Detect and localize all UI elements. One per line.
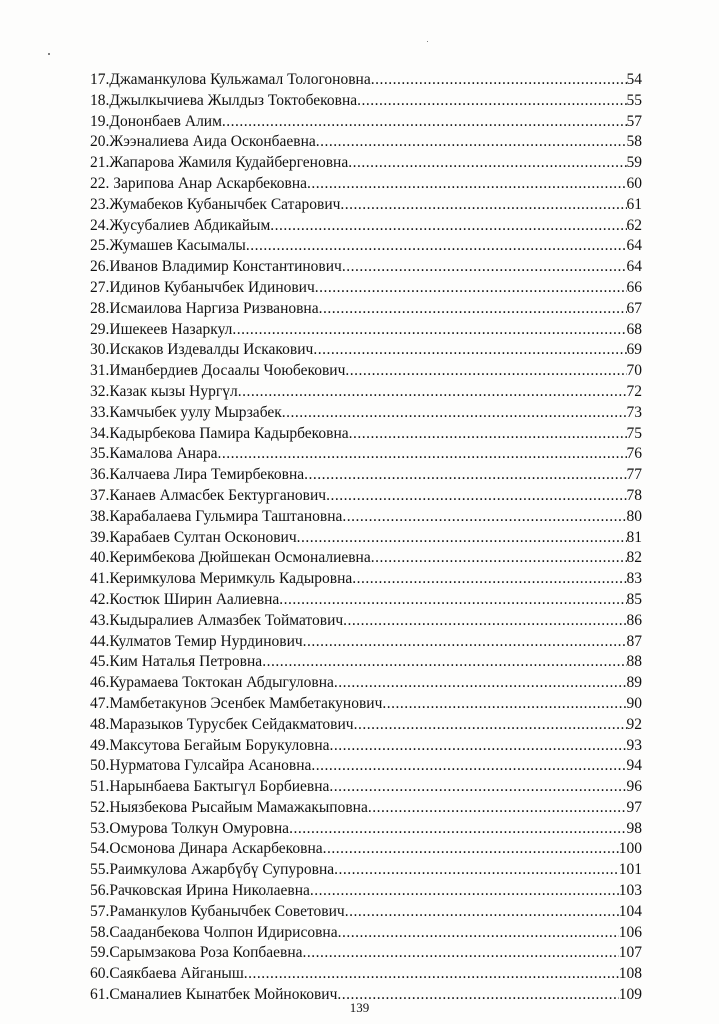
toc-leader-dots — [222, 112, 627, 133]
toc-entry — [90, 132, 642, 153]
toc-entry — [90, 320, 642, 341]
toc-entry-page: 67 — [626, 299, 642, 317]
toc-entry-page: 97 — [626, 798, 642, 816]
toc-entry — [90, 465, 642, 486]
toc-entry-name: 43.Кыдыралиев Алмазбек Тойматович — [90, 611, 344, 629]
toc-entry — [90, 216, 642, 237]
toc-entry — [90, 756, 642, 777]
toc-entry-page: 62 — [626, 216, 642, 234]
toc-leader-dots — [340, 195, 626, 216]
toc-entry-name: 55.Раимкулова Ажарбүбү Супуровна — [90, 861, 335, 879]
toc-leader-dots — [348, 153, 626, 174]
toc-entry — [90, 236, 642, 257]
toc-entry-name: 57.Раманкулов Кубанычбек Советович — [90, 902, 345, 920]
toc-entry-name: 32.Казак кызы Нургүл — [90, 382, 238, 400]
toc-entry — [90, 91, 642, 112]
toc-leader-dots — [342, 257, 627, 278]
toc-entry — [90, 569, 642, 590]
toc-entry-name: 51.Нарынбаева Бактыгүл Борбиевна — [90, 778, 330, 796]
toc-entry — [90, 70, 642, 91]
toc-leader-dots — [311, 756, 626, 777]
toc-entry-page: 103 — [618, 882, 642, 900]
toc-leader-dots — [382, 694, 626, 715]
toc-leader-dots — [282, 403, 627, 424]
toc-leader-dots — [334, 673, 627, 694]
toc-entry-name: 58.Сааданбекова Чолпон Идирисовна — [90, 923, 338, 941]
toc-leader-dots — [303, 632, 627, 653]
toc-entry — [90, 777, 642, 798]
toc-entry — [90, 382, 642, 403]
toc-leader-dots — [349, 424, 627, 445]
toc-entry — [90, 902, 642, 923]
toc-entry-page: 58 — [626, 133, 642, 151]
toc-leader-dots — [371, 70, 627, 91]
toc-entry-name: 23.Жумабеков Кубанычбек Сатарович — [90, 195, 341, 213]
toc-entry-page: 98 — [626, 819, 642, 837]
toc-leader-dots — [232, 320, 626, 341]
toc-leader-dots — [303, 943, 619, 964]
toc-leader-dots — [315, 278, 627, 299]
toc-entry-name: 22. Зарипова Анар Аскарбековна — [90, 174, 308, 192]
toc-leader-dots — [368, 798, 627, 819]
toc-entry-page: 55 — [626, 91, 642, 109]
toc-entry-name: 59.Сарымзакова Роза Копбаевна — [90, 944, 303, 962]
toc-entry-name: 46.Курамаева Токтокан Абдыгуловна — [90, 674, 334, 692]
toc-entry-page: 78 — [626, 486, 642, 504]
toc-entry — [90, 153, 642, 174]
toc-entry-name: 41.Керимкулова Меримкуль Кадыровна — [90, 570, 353, 588]
toc-entry-page: 87 — [626, 632, 642, 650]
toc-entry-page: 80 — [626, 507, 642, 525]
toc-entry — [90, 195, 642, 216]
toc-entry — [90, 507, 642, 528]
toc-entry-page: 64 — [626, 237, 642, 255]
toc-entry-name: 18.Джылкычиева Жылдыз Токтобековна — [90, 91, 358, 109]
toc-entry-name: 60.Саякбаева Айганыш — [90, 965, 244, 983]
toc-leader-dots — [262, 652, 626, 673]
toc-entry-page: 73 — [626, 403, 642, 421]
toc-leader-dots — [342, 507, 626, 528]
toc-entry-name: 45.Ким Наталья Петровна — [90, 653, 263, 671]
toc-entry-page: 94 — [626, 757, 642, 775]
toc-entry-page: 109 — [618, 986, 642, 1004]
toc-leader-dots — [345, 361, 626, 382]
toc-entry-page: 82 — [626, 549, 642, 567]
toc-entry-page: 90 — [626, 694, 642, 712]
toc-entry — [90, 257, 642, 278]
toc-entry — [90, 839, 642, 860]
toc-entry — [90, 611, 642, 632]
toc-leader-dots — [330, 736, 627, 757]
toc-leader-dots — [371, 548, 627, 569]
toc-entry-name: 40.Керимбекова Дюйшекан Осмоналиевна — [90, 549, 371, 567]
toc-entry — [90, 424, 642, 445]
toc-entry-page: 81 — [626, 528, 642, 546]
toc-entry — [90, 819, 642, 840]
toc-entry — [90, 736, 642, 757]
toc-entry-page: 64 — [626, 258, 642, 276]
toc-entry-page: 108 — [618, 965, 642, 983]
toc-entry-name: 37.Канаев Алмасбек Бектурганович — [90, 486, 327, 504]
toc-entry-page: 57 — [626, 112, 642, 130]
toc-entry — [90, 444, 642, 465]
toc-leader-dots — [310, 881, 619, 902]
toc-entry — [90, 548, 642, 569]
toc-entry-name: 35.Камалова Анара — [90, 445, 218, 463]
toc-entry-page: 75 — [626, 424, 642, 442]
toc-entry-page: 59 — [626, 154, 642, 172]
toc-leader-dots — [329, 777, 626, 798]
toc-entry-name: 17.Джаманкулова Кульжамал Тологоновна — [90, 71, 371, 88]
toc-leader-dots — [343, 611, 626, 632]
toc-entry-page: 76 — [626, 445, 642, 463]
toc-entry — [90, 486, 642, 507]
toc-entry-name: 44.Кулматов Темир Нурдинович — [90, 632, 303, 650]
toc-leader-dots — [238, 382, 627, 403]
toc-leader-dots — [334, 860, 619, 881]
page-number: 139 — [349, 1000, 370, 1015]
toc-entry-page: 54 — [626, 71, 642, 88]
toc-entry — [90, 340, 642, 361]
toc-entry — [90, 652, 642, 673]
toc-entry-name: 31.Иманбердиев Досаалы Чоюбекович — [90, 362, 346, 380]
toc-entry-page: 70 — [626, 362, 642, 380]
toc-entry-page: 60 — [626, 174, 642, 192]
toc-entry-name: 47.Мамбетакунов Эсенбек Мамбетакунович — [90, 694, 383, 712]
toc-entry — [90, 590, 642, 611]
toc-entry — [90, 632, 642, 653]
toc-entry — [90, 174, 642, 195]
toc-entry-name: 36.Калчаева Лира Темирбековна — [90, 466, 305, 484]
toc-entry-name: 26.Иванов Владимир Константинович — [90, 258, 342, 276]
toc-entry-name: 25.Жумашев Касымалы — [90, 237, 246, 255]
toc-leader-dots — [319, 299, 627, 320]
toc-entry — [90, 299, 642, 320]
toc-entry-name: 38.Карабалаева Гульмира Таштановна — [90, 507, 343, 525]
toc-leader-dots — [313, 340, 626, 361]
toc-entry-page: 96 — [626, 778, 642, 796]
toc-entry-name: 52.Ныязбекова Рысайым Мамажакыповна — [90, 798, 368, 816]
toc-entry — [90, 943, 642, 964]
toc-entry-page: 107 — [618, 944, 642, 962]
toc-entry — [90, 278, 642, 299]
toc-leader-dots — [338, 923, 619, 944]
toc-entry-name: 24.Жусубалиев Абдикайым — [90, 216, 271, 234]
toc-entry-page: 88 — [626, 653, 642, 671]
toc-entry-name: 61.Сманалиев Кынатбек Мойнокович — [90, 986, 338, 1004]
toc-entry-name: 21.Жапарова Жамиля Кудайбергеновна — [90, 154, 349, 172]
toc-entry-page: 77 — [626, 466, 642, 484]
toc-leader-dots — [304, 465, 626, 486]
toc-entry-page: 92 — [626, 715, 642, 733]
toc-entry-page: 106 — [618, 923, 642, 941]
toc-entry-name: 53.Омурова Толкун Омуровна — [90, 819, 290, 837]
toc-entry — [90, 673, 642, 694]
toc-entry-name: 34.Кадырбекова Памира Кадырбековна — [90, 424, 349, 442]
toc-leader-dots — [326, 486, 626, 507]
toc-entry-name: 19.Донoнбаев Алим — [90, 112, 222, 130]
toc-entry-name: 56.Рачковская Ирина Николаевна — [90, 882, 310, 900]
table-of-contents — [90, 70, 642, 1006]
toc-entry-name: 30.Искаков Издевалды Искакович — [90, 341, 314, 359]
scan-speck — [48, 53, 50, 55]
toc-entry-page: 72 — [626, 382, 642, 400]
toc-entry-page: 83 — [626, 570, 642, 588]
toc-leader-dots — [345, 902, 619, 923]
toc-leader-dots — [270, 216, 626, 237]
toc-leader-dots — [354, 715, 627, 736]
toc-entry — [90, 881, 642, 902]
toc-leader-dots — [307, 174, 626, 195]
toc-entry — [90, 403, 642, 424]
toc-entry-name: 49.Максутова Бегайым Борукуловна — [90, 736, 330, 754]
toc-leader-dots — [357, 91, 626, 112]
toc-entry-page: 66 — [626, 278, 642, 296]
toc-leader-dots — [244, 964, 619, 985]
toc-entry-page: 93 — [626, 736, 642, 754]
toc-leader-dots — [217, 444, 626, 465]
toc-leader-dots — [289, 819, 626, 840]
toc-entry-page: 61 — [626, 195, 642, 213]
toc-entry-page: 89 — [626, 674, 642, 692]
toc-entry-name: 54.Осмонова Динара Аскарбековна — [90, 840, 323, 858]
toc-entry-name: 39.Карабаев Султан Осконович — [90, 528, 297, 546]
toc-entry — [90, 798, 642, 819]
toc-entry — [90, 694, 642, 715]
toc-entry — [90, 361, 642, 382]
toc-entry-name: 28.Исмаилова Наргиза Ризвановна — [90, 299, 319, 317]
toc-leader-dots — [316, 132, 627, 153]
toc-leader-dots — [323, 839, 619, 860]
toc-entry-page: 101 — [618, 861, 642, 879]
toc-leader-dots — [246, 236, 627, 257]
toc-entry-name: 29.Ишекеев Назаркул — [90, 320, 233, 338]
toc-leader-dots — [297, 528, 627, 549]
toc-entry — [90, 112, 642, 133]
toc-leader-dots — [279, 590, 626, 611]
toc-entry-name: 20.Жээналиева Аида Осконбаевна — [90, 133, 316, 151]
toc-entry — [90, 715, 642, 736]
toc-entry — [90, 964, 642, 985]
toc-entry-name: 42.Костюк Ширин Аалиевна — [90, 590, 280, 608]
toc-entry-page: 100 — [618, 840, 642, 858]
toc-leader-dots — [352, 569, 626, 590]
toc-entry-name: 48.Маразыков Турусбек Сейдакматович — [90, 715, 354, 733]
toc-entry-page: 68 — [626, 320, 642, 338]
toc-entry-name: 27.Идинов Кубанычбек Идинович — [90, 278, 315, 296]
toc-entry-page: 104 — [618, 902, 642, 920]
toc-entry-page: 86 — [626, 611, 642, 629]
toc-entry — [90, 528, 642, 549]
toc-entry — [90, 923, 642, 944]
toc-entry-page: 85 — [626, 590, 642, 608]
toc-entry — [90, 860, 642, 881]
toc-entry-name: 33.Камчыбек уулу Мырзабек — [90, 403, 282, 421]
scan-speck — [427, 41, 428, 42]
toc-entry-name: 50.Нурматова Гулсайра Асановна — [90, 757, 312, 775]
toc-entry-page: 69 — [626, 341, 642, 359]
